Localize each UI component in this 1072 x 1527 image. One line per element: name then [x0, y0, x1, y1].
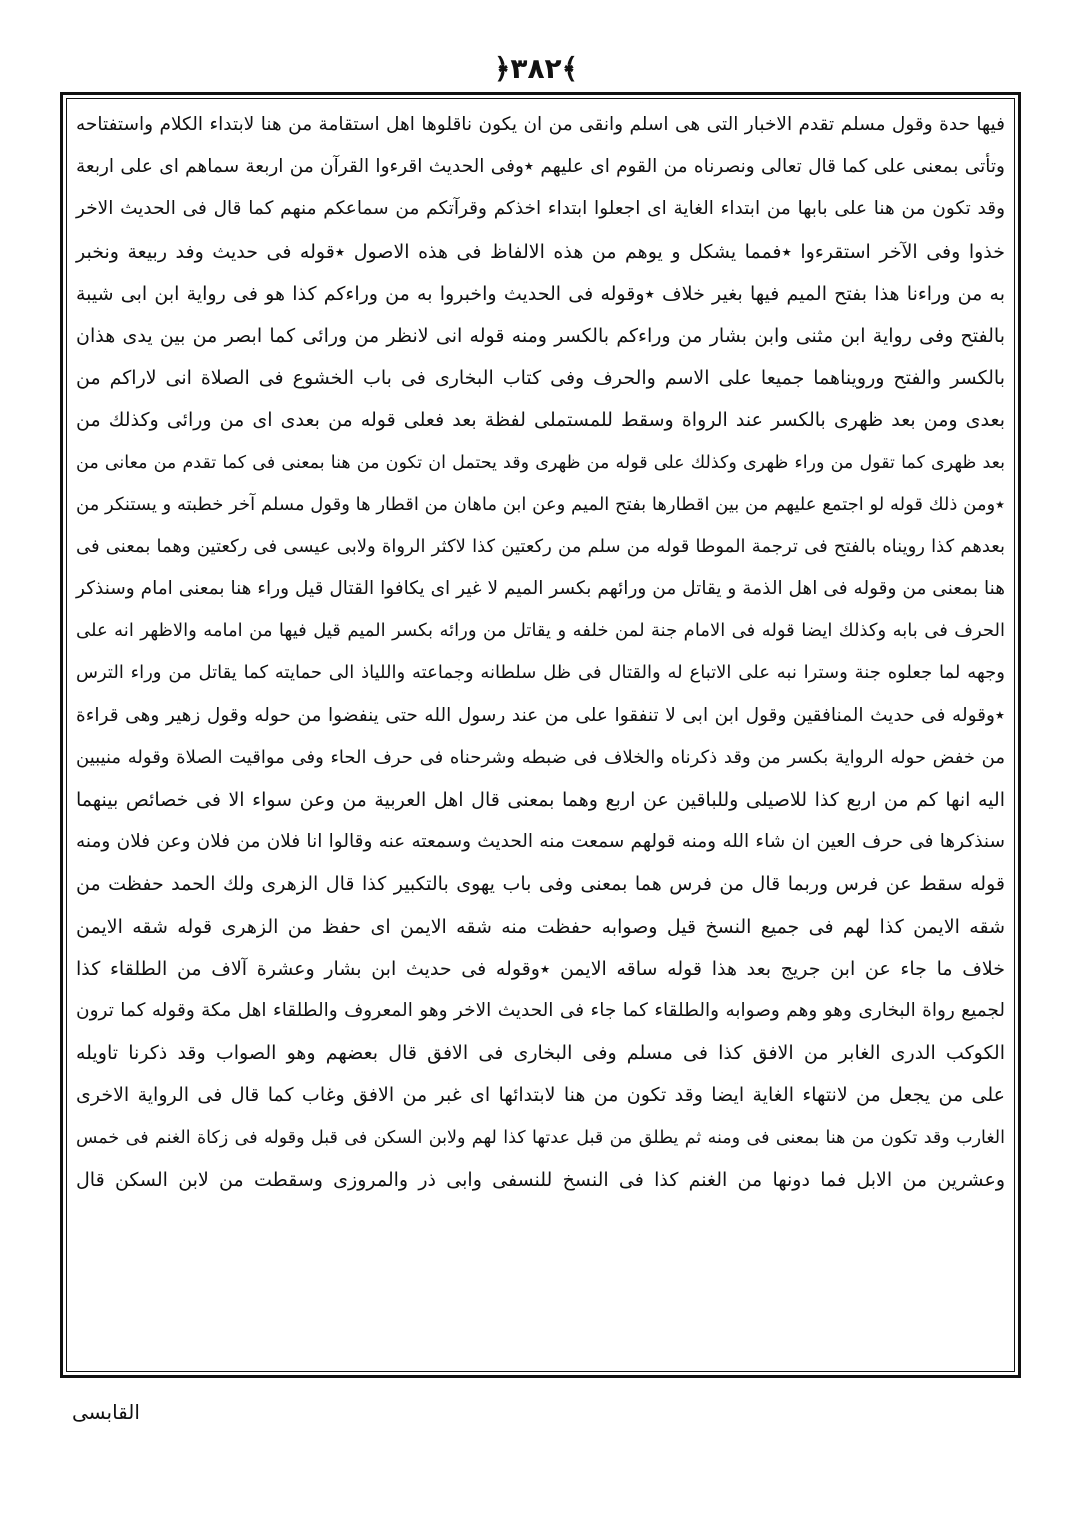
text-line: الغارب وقد تکون من هنا بمعنی فی ومنه ثم یطلق من قبل عدتها کذا لهم ولابن السکن فی قبل وقوله فی زکاة الغنم فی خمس — [76, 1127, 1005, 1148]
main-text-block — [70, 104, 1011, 1370]
text-line: الکوکب الدری الغابر من الافق کذا فی مسلم وفی البخاری فی الافق قال بعضهم وهو الصواب وقد ذکرنا تاویله — [76, 1042, 1005, 1065]
catchword: القابسی — [72, 1400, 140, 1424]
text-line: شقه الایمن کذا لهم فی جمیع النسخ قیل وصوابه حفظت منه شقه الایمن ای حفظ من الزهری قوله شقه الایمن — [76, 915, 1005, 938]
text-line: وجهه لما جعلوه جنة وسترا نبه علی الاتباع له والقتال فی ظل سلطانه وجماعته واللیاذ الی حمایته کما یقاتل من وراء الترس — [76, 662, 1005, 684]
text-line: قوله سقط عن فرس وربما قال من فرس هما بمعنی وفی باب یهوی بالتکبیر کذا قال الزهری ولك الحمد حفظت من — [76, 873, 1005, 896]
text-line: بعدی ومن بعد ظهری بالکسر عند الرواة وسقط للمستملی لفظة بعد فعلی قوله من بعدی ای من ورائی وکذلك من — [76, 409, 1005, 432]
text-line: به من وراءنا هذا بفتح المیم فیها بغیر خلاف ٭وقوله فی الحدیث واخبروا به من وراءکم کذا هو فی روایة ابن ابی شیبة — [76, 282, 1005, 305]
text-line: لجمیع رواة البخاری وهو وهم وصوابه والطلقاء کما جاء فی الحدیث الاخر وهو المعروف والطلقاء اهل مکة وقوله کما ترون — [76, 999, 1005, 1021]
text-line: سنذکرها فی حرف العین ان شاء الله ومنه قولهم سمعت منه الحدیث وسمعته عنه وقالوا انا فلان من فلان وعن فلان ومنه — [76, 831, 1005, 853]
text-line: خذوا وفی الآخر استقرءوا ٭فمما یشکل و یوهم من هذه الالفاظ فی هذه الاصول ٭قوله فی حدیث وفد ربیعة ونخبر — [76, 240, 1005, 263]
text-line: فیها حدة وقول مسلم تقدم الاخبار التی هی اسلم وانقی من ان یکون ناقلوها اهل استقامة من هنا لابتداء الکلام واستفتاحه — [76, 114, 1005, 135]
text-line: ٭وقوله فی حدیث المنافقین وقول ابن ابی لا تنفقوا علی من عند رسول الله حتی ینفضوا من حوله وقول زهیر وهی قراءة — [76, 704, 1005, 726]
text-line: وعشرین من الابل فما دونها من الغنم کذا فی النسخ للنسفی وابی ذر والمروزی وسقطت من لابن السکن قال — [76, 1168, 1005, 1191]
text-line: بعد ظهری کما تقول من وراء ظهری وکذلك علی قوله من ظهری وقد یحتمل ان تکون من هنا بمعنی فی کما تقدم من معانی من — [76, 452, 1005, 473]
text-line: بعدهم کذا رویناه بالفتح فی ترجمة الموطا قوله من سلم من رکعتین کذا لاکثر الرواة ولابی عیسی فی رکعتین وهما بمعنی فی — [76, 535, 1005, 557]
text-line: ٭ومن ذلك قوله لو اجتمع علیهم من بین اقطارها بفتح المیم وعن ابن ماهان من اقطار ها وقول مسلم آخر خطبته و یستنکر من — [75, 493, 1005, 515]
text-line: علی من یجعل من لانتهاء الغایة ایضا وقد تکون من هنا لابتدائها ای غبر من الافق وغاب کما قال فی الروایة الاخری — [76, 1084, 1005, 1107]
text-line: هنا بمعنی من وقوله فی اهل الذمة و یقاتل من ورائهم بکسر المیم لا غیر ای یکافوا القتال قیل وراء هنا بمعنی امام وسنذکر — [76, 578, 1005, 600]
page-number: ﴿٣٨٢﴾ — [493, 52, 579, 85]
text-line: خلاف ما جاء عن ابن جریج بعد هذا قوله ساقه الایمن ٭وقوله فی حدیث ابن بشار وعشرة آلاف من الطلقاء کذا — [76, 957, 1005, 980]
text-line: من خفض حوله الروایة بکسر من وقد ذکرناه والخلاف فی ضبطه وشرحناه فی حرف الحاء وفی مواقیت الصلاة وقوله منیبین — [76, 746, 1005, 768]
text-line: الحرف فی بابه وکذلك ایضا قوله فی الامام جنة لمن خلفه و یقاتل من ورائه بکسر المیم قیل فیها من امامه والاظهر انه علی — [76, 620, 1005, 642]
text-line: وتأتی بمعنی علی کما قال تعالی ونصرناه من القوم ای علیهم ٭وفی الحدیث اقرءوا القرآن من اربعة سماهم ای علی اربعة — [76, 156, 1005, 178]
text-line: وقد تکون من هنا علی بابها من ابتداء الغایة ای اجعلوا ابتداء اخذکم وقرآتکم من سماعکم منهم کما قال فی الحدیث الاخر — [76, 198, 1005, 220]
text-line: بالکسر والفتح ورویناهما جمیعا علی الاسم والحرف وفی کتاب البخاری فی باب الخشوع فی الصلاة انی لاراکم من — [76, 367, 1005, 390]
text-line: بالفتح وفی روایة ابن مثنی وابن بشار من وراءکم بالکسر ومنه قوله انی لانظر من ورائی کما ابصر من بین یدی هذان — [76, 324, 1005, 347]
text-line: الیه انها کم من اربع کذا للاصیلی وللباقین عن اربع وهما بمعنی قال اهل العربیة من وعن سواء الا فی خصائص بینهما — [76, 789, 1005, 811]
